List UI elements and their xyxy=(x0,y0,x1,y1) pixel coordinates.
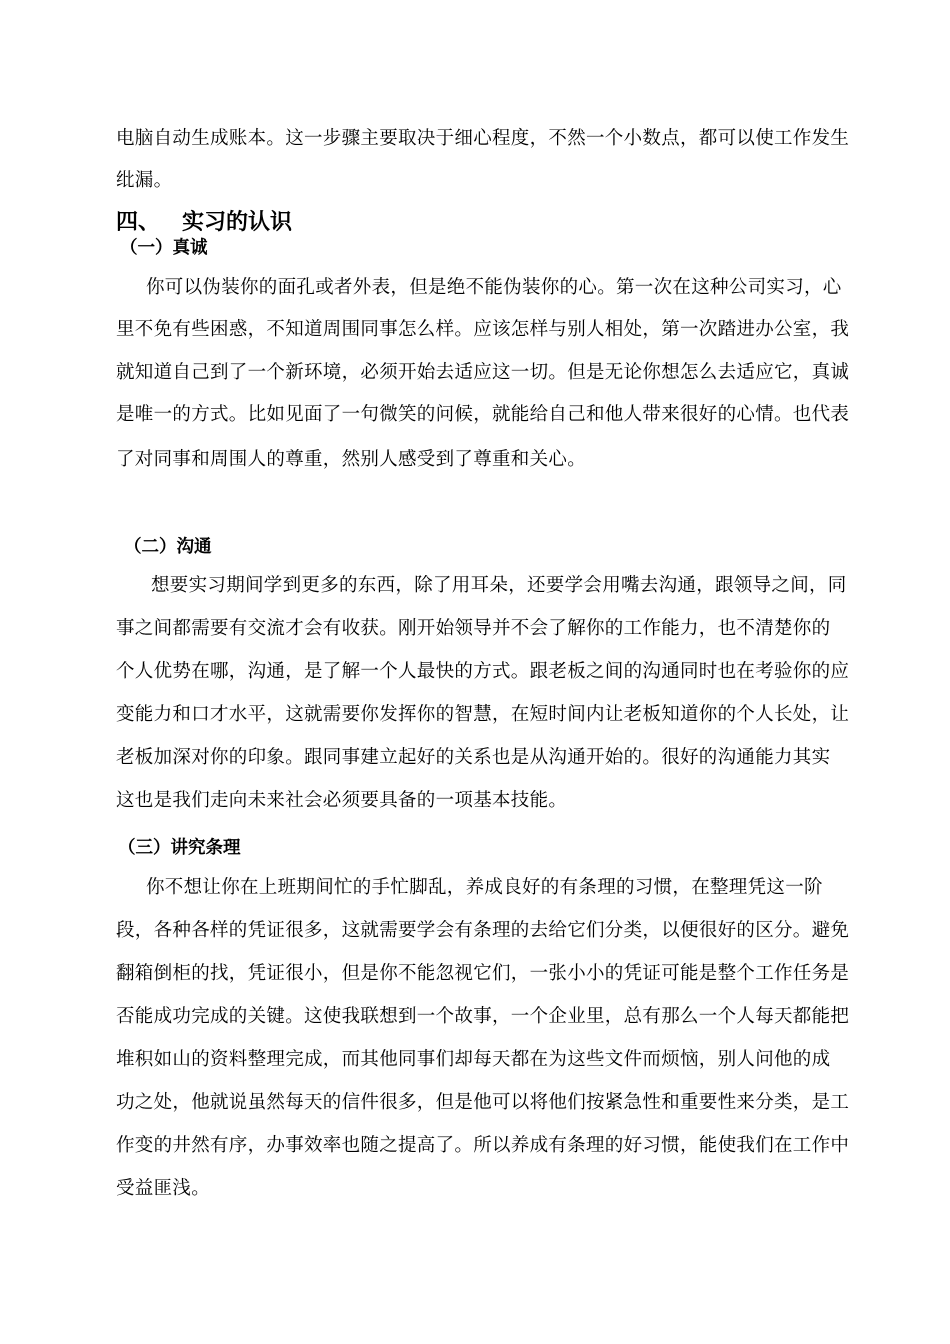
subsection-heading-orderliness: （三）讲究条理 xyxy=(118,838,241,858)
paragraph-line: 电脑自动生成账本。这一步骤主要取决于细心程度，不然一个小数点，都可以使工作发生 xyxy=(116,128,850,149)
section-title: 实习的认识 xyxy=(182,209,293,235)
paragraph-line: 个人优势在哪，沟通，是了解一个人最快的方式。跟老板之间的沟通同时也在考验你的应 xyxy=(116,661,850,682)
paragraph-line: 功之处，他就说虽然每天的信件很多，但是他可以将他们按紧急性和重要性来分类，是工 xyxy=(116,1092,850,1113)
paragraph-line: 是唯一的方式。比如见面了一句微笑的问候，就能给自己和他人带来很好的心情。也代表 xyxy=(116,404,850,425)
section-heading xyxy=(116,208,292,236)
paragraph-line: 你不想让你在上班期间忙的手忙脚乱，养成良好的有条理的习惯，在整理凭这一阶 xyxy=(146,877,823,898)
paragraph-line: 堆积如山的资料整理完成，而其他同事们却每天都在为这些文件而烦恼，别人问他的成 xyxy=(116,1049,831,1070)
paragraph-line: 老板加深对你的印象。跟同事建立起好的关系也是从沟通开始的。很好的沟通能力其实 xyxy=(116,747,831,768)
paragraph-line: 否能成功完成的关键。这使我联想到一个故事，一个企业里，总有那么一个人每天都能把 xyxy=(116,1006,850,1027)
paragraph-line: 想要实习期间学到更多的东西，除了用耳朵，还要学会用嘴去沟通，跟领导之间，同 xyxy=(151,575,847,596)
paragraph-line: 这也是我们走向未来社会必须要具备的一项基本技能。 xyxy=(116,790,568,811)
paragraph-line: 了对同事和周围人的尊重，然别人感受到了尊重和关心。 xyxy=(116,449,587,470)
paragraph-line: 就知道自己到了一个新环境，必须开始去适应这一切。但是无论你想怎么去适应它，真诚 xyxy=(116,362,850,383)
paragraph-line: 纰漏。 xyxy=(116,170,173,191)
paragraph-line: 你可以伪装你的面孔或者外表，但是绝不能伪装你的心。第一次在这种公司实习，心 xyxy=(146,277,842,298)
subsection-heading-communication: （二）沟通 xyxy=(124,537,212,557)
paragraph-line: 作变的井然有序，办事效率也随之提高了。所以养成有条理的好习惯，能使我们在工作中 xyxy=(116,1135,850,1156)
paragraph-line: 段，各种各样的凭证很多，这就需要学会有条理的去给它们分类，以便很好的区分。避免 xyxy=(116,920,850,941)
section-number: 四、 xyxy=(116,209,161,235)
paragraph-line: 里不免有些困惑，不知道周围同事怎么样。应该怎样与别人相处，第一次踏进办公室，我 xyxy=(116,319,850,340)
paragraph-line: 受益匪浅。 xyxy=(116,1178,211,1199)
paragraph-line: 翻箱倒柜的找，凭证很小，但是你不能忽视它们，一张小小的凭证可能是整个工作任务是 xyxy=(116,963,850,984)
subsection-heading-sincerity: （一）真诚 xyxy=(120,238,208,258)
paragraph-line: 事之间都需要有交流才会有收获。刚开始领导并不会了解你的工作能力，也不清楚你的 xyxy=(116,618,831,639)
paragraph-line: 变能力和口才水平，这就需要你发挥你的智慧，在短时间内让老板知道你的个人长处，让 xyxy=(116,704,850,725)
